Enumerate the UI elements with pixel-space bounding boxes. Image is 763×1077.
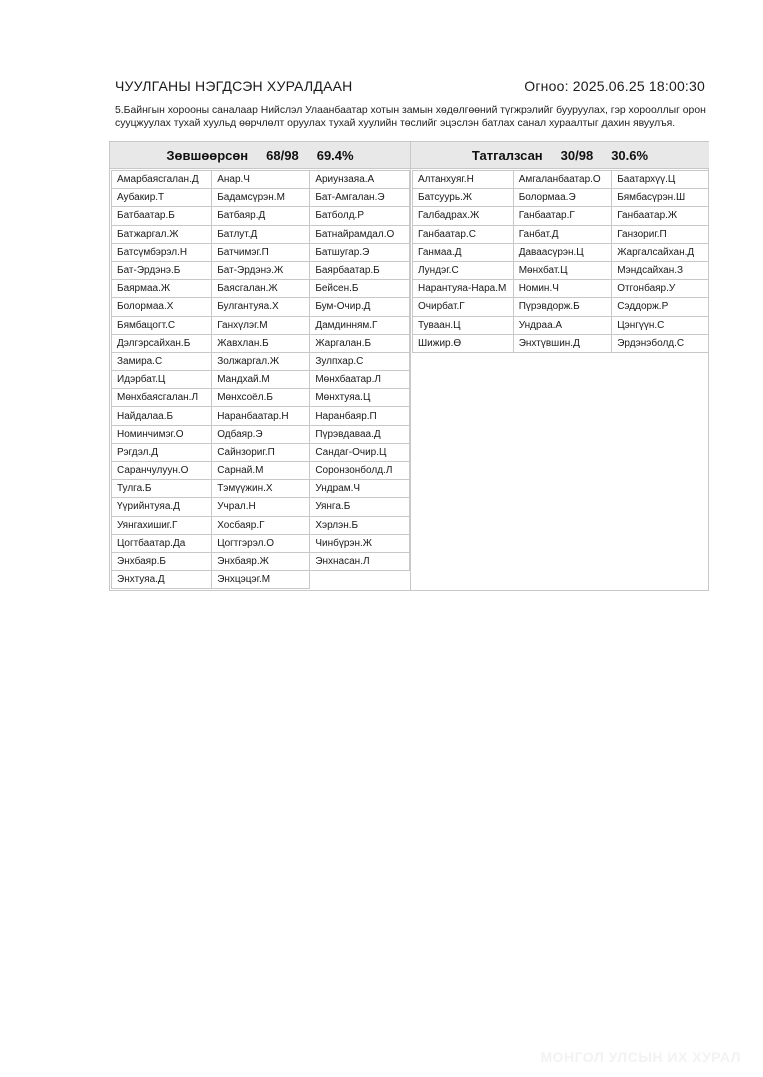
member-name: Уянга.Б (310, 498, 410, 516)
member-name: Бат-Эрдэнэ.Ж (212, 261, 310, 279)
yes-names-table (111, 170, 410, 589)
name-row (413, 334, 709, 352)
name-row (112, 352, 410, 370)
member-name: Наранбаяр.П (310, 407, 410, 425)
name-row (112, 225, 410, 243)
member-name: Рэгдэл.Д (112, 443, 212, 461)
member-name: Энхнасан.Л (310, 552, 410, 570)
name-row (112, 571, 410, 589)
name-row (112, 498, 410, 516)
name-row (413, 243, 709, 261)
member-name: Ариунзаяа.А (310, 171, 410, 189)
name-row (413, 171, 709, 189)
name-row (112, 316, 410, 334)
member-name: Мөнхбаясгалан.Л (112, 389, 212, 407)
no-names-table (412, 170, 709, 353)
name-row (112, 334, 410, 352)
yes-count: 68/98 (266, 147, 299, 163)
member-name: Ганмаа.Д (413, 243, 514, 261)
name-row (112, 552, 410, 570)
member-name: Батчимэг.П (212, 243, 310, 261)
name-row (413, 261, 709, 279)
member-name: Галбадрах.Ж (413, 207, 514, 225)
name-row (112, 243, 410, 261)
member-name: Энхбаяр.Б (112, 552, 212, 570)
member-name: Амарбаясгалан.Д (112, 171, 212, 189)
name-row (112, 443, 410, 461)
name-row (413, 316, 709, 334)
member-name: Мөнхтуяа.Ц (310, 389, 410, 407)
member-name: Чинбүрэн.Ж (310, 534, 410, 552)
member-name: Нарантуяа-Нара.М (413, 280, 514, 298)
name-row (112, 480, 410, 498)
member-name: Батшугар.Э (310, 243, 410, 261)
member-name: Зулпхар.С (310, 352, 410, 370)
member-name: Сандаг-Очир.Ц (310, 443, 410, 461)
name-row (413, 225, 709, 243)
member-name: Сарнай.М (212, 462, 310, 480)
name-row (112, 298, 410, 316)
member-name: Энхтүвшин.Д (513, 334, 612, 352)
name-row (112, 425, 410, 443)
member-name: Батсүмбэрэл.Н (112, 243, 212, 261)
member-name: Булгантуяа.Х (212, 298, 310, 316)
member-name: Мандхай.М (212, 371, 310, 389)
member-name: Батбаатар.Б (112, 207, 212, 225)
member-name: Хэрлэн.Б (310, 516, 410, 534)
member-name: Бямбацогт.С (112, 316, 212, 334)
member-name: Ганзориг.П (612, 225, 709, 243)
member-name: Жавхлан.Б (212, 334, 310, 352)
name-row (112, 389, 410, 407)
member-name: Энхцэцэг.М (212, 571, 310, 589)
name-row (112, 261, 410, 279)
name-row (413, 207, 709, 225)
member-name: Мөнхсоёл.Б (212, 389, 310, 407)
no-panel (411, 142, 709, 353)
member-name: Аубакир.Т (112, 189, 212, 207)
member-name: Баярмаа.Ж (112, 280, 212, 298)
yes-panel-header (110, 142, 410, 169)
member-name: Алтанхуяг.Н (413, 171, 514, 189)
member-name: Ганхүлэг.М (212, 316, 310, 334)
member-name: Туваан.Ц (413, 316, 514, 334)
watermark: МОНГОЛ УЛСЫН ИХ ХУРАЛ (540, 1049, 741, 1065)
member-name: Баатархүү.Ц (612, 171, 709, 189)
member-name: Отгонбаяр.У (612, 280, 709, 298)
name-row (112, 189, 410, 207)
member-name: Пүрэвдаваа.Д (310, 425, 410, 443)
member-name: Батсуурь.Ж (413, 189, 514, 207)
member-name: Идэрбат.Ц (112, 371, 212, 389)
member-name: Золжаргал.Ж (212, 352, 310, 370)
member-name: Цэнгүүн.С (612, 316, 709, 334)
member-name: Саранчулуун.О (112, 462, 212, 480)
member-name: Тулга.Б (112, 480, 212, 498)
member-name: Анар.Ч (212, 171, 310, 189)
empty-cell (310, 571, 410, 589)
member-name: Ундраа.А (513, 316, 612, 334)
vote-results (109, 141, 709, 591)
member-name: Бат-Эрдэнэ.Б (112, 261, 212, 279)
member-name: Одбаяр.Э (212, 425, 310, 443)
name-row (413, 298, 709, 316)
name-row (112, 462, 410, 480)
member-name: Тэмүүжин.Х (212, 480, 310, 498)
member-name: Болормаа.Х (112, 298, 212, 316)
member-name: Бум-Очир.Д (310, 298, 410, 316)
member-name: Энхбаяр.Ж (212, 552, 310, 570)
member-name: Наранбаатар.Н (212, 407, 310, 425)
member-name: Дэлгэрсайхан.Б (112, 334, 212, 352)
member-name: Бадамсүрэн.М (212, 189, 310, 207)
member-name: Бат-Амгалан.Э (310, 189, 410, 207)
member-name: Мэндсайхан.З (612, 261, 709, 279)
yes-panel (110, 142, 410, 589)
member-name: Очирбат.Г (413, 298, 514, 316)
member-name: Цогтбаатар.Да (112, 534, 212, 552)
member-name: Учрал.Н (212, 498, 310, 516)
member-name: Дамдинням.Г (310, 316, 410, 334)
member-name: Замира.С (112, 352, 212, 370)
member-name: Жаргалан.Б (310, 334, 410, 352)
member-name: Баярбаатар.Б (310, 261, 410, 279)
member-name: Эрдэнэболд.С (612, 334, 709, 352)
member-name: Шижир.Ө (413, 334, 514, 352)
yes-label: Зөвшөөрсөн (166, 147, 249, 163)
member-name: Үүрийнтуяа.Д (112, 498, 212, 516)
member-name: Бейсен.Б (310, 280, 410, 298)
page-header (115, 78, 705, 94)
session-title: ЧУУЛГАНЫ НЭГДСЭН ХУРАЛДААН (115, 78, 353, 94)
member-name: Ундрам.Ч (310, 480, 410, 498)
member-name: Болормаа.Э (513, 189, 612, 207)
name-row (413, 280, 709, 298)
member-name: Энхтуяа.Д (112, 571, 212, 589)
member-name: Соронзонболд.Л (310, 462, 410, 480)
name-row (112, 371, 410, 389)
member-name: Номин.Ч (513, 280, 612, 298)
member-name: Пүрэвдорж.Б (513, 298, 612, 316)
no-label: Татгалзсан (471, 147, 543, 163)
no-panel-header (411, 142, 709, 169)
member-name: Уянгахишиг.Г (112, 516, 212, 534)
member-name: Ганбаатар.Г (513, 207, 612, 225)
name-row (112, 516, 410, 534)
name-row (413, 189, 709, 207)
name-row (112, 407, 410, 425)
member-name: Даваасүрэн.Ц (513, 243, 612, 261)
name-row (112, 207, 410, 225)
name-row (112, 280, 410, 298)
yes-percent: 69.4% (316, 147, 354, 163)
member-name: Цогтгэрэл.О (212, 534, 310, 552)
member-name: Баясгалан.Ж (212, 280, 310, 298)
no-count: 30/98 (560, 147, 594, 163)
name-row (112, 534, 410, 552)
member-name: Батболд.Р (310, 207, 410, 225)
member-name: Батлут.Д (212, 225, 310, 243)
member-name: Батжаргал.Ж (112, 225, 212, 243)
member-name: Хосбаяр.Г (212, 516, 310, 534)
member-name: Ганбаатар.Ж (612, 207, 709, 225)
member-name: Лундэг.С (413, 261, 514, 279)
member-name: Амгаланбаатар.О (513, 171, 612, 189)
name-row (112, 171, 410, 189)
member-name: Жаргалсайхан.Д (612, 243, 709, 261)
member-name: Батбаяр.Д (212, 207, 310, 225)
member-name: Батнайрамдал.О (310, 225, 410, 243)
session-date: Огноо: 2025.06.25 18:00:30 (524, 78, 705, 94)
member-name: Ганбаатар.С (413, 225, 514, 243)
member-name: Мөнхбат.Ц (513, 261, 612, 279)
member-name: Мөнхбаатар.Л (310, 371, 410, 389)
member-name: Найдалаа.Б (112, 407, 212, 425)
member-name: Сайнзориг.П (212, 443, 310, 461)
member-name: Сэддорж.Р (612, 298, 709, 316)
vote-description: 5.Байнгын хорооны саналаар Нийслэл Улаанбаатар хотын замын хөдөлгөөний түгжрэлийг бууруулах, гэр хорооллыг орон сууцжуулах тухай хуульд өөрчлөлт оруулах тухай хуулийн төслийг эцэслэн батлах санал хураалтыг дахин явуулъя. (115, 105, 706, 129)
member-name: Ганбат.Д (513, 225, 612, 243)
member-name: Бямбасүрэн.Ш (612, 189, 709, 207)
member-name: Номинчимэг.О (112, 425, 212, 443)
no-percent: 30.6% (611, 147, 649, 163)
